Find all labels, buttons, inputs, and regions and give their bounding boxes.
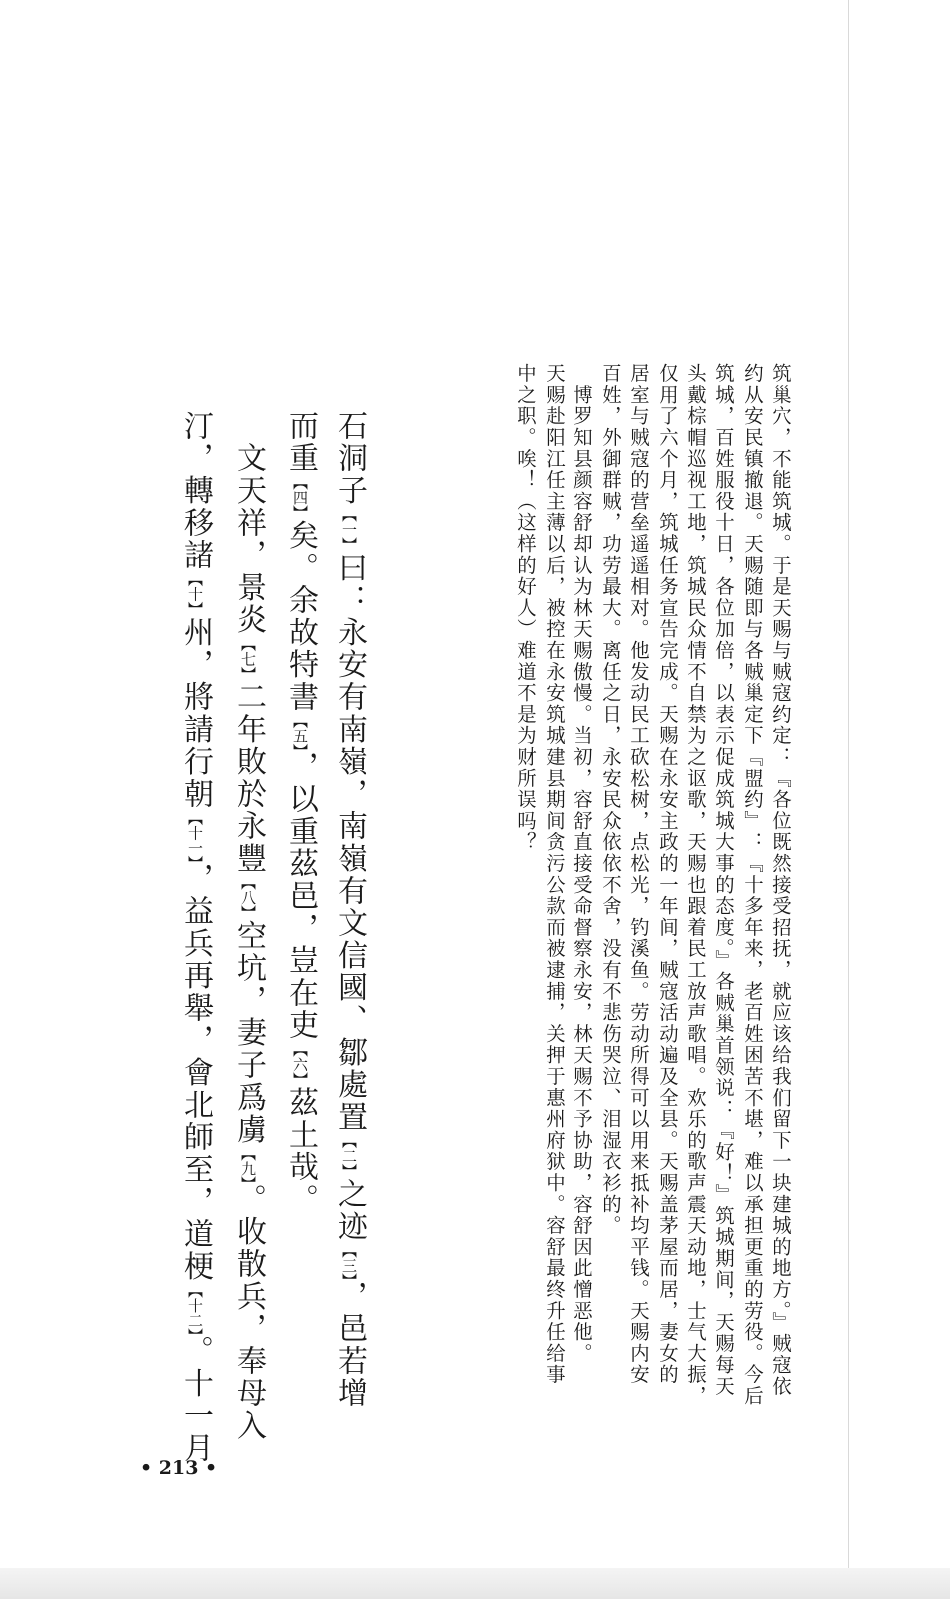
translation-line: 中之职。唉！（这样的好人）难道不是为财所误吗？ <box>514 363 537 853</box>
footnote-marker: 【三】 <box>340 1242 358 1281</box>
classical-line <box>280 410 320 1475</box>
translation-line: 居室与贼寇的营垒遥遥相对。他发动民工砍松树，点松光，钓溪鱼。劳动所得可以用来抵补均平钱。天赐内安 <box>627 363 650 1386</box>
footnote-marker: 【九】 <box>239 1146 257 1184</box>
translation-line: 筑城，百姓服役十日，各位加倍，以表示促成筑城大事的态度。』各贼巢首领说：『好！』筑城期间，天赐每天 <box>712 363 735 1397</box>
footnote-marker: 【五】 <box>291 713 309 751</box>
classical-segment: ，益兵再舉，會北師至，道梗 <box>178 862 213 1283</box>
classical-segment: ，以重茲邑，豈在吏 <box>283 750 318 1042</box>
translation-line: 百姓，外御群贼，功劳最大。离任之日，永安民众依依不舍，没有不悲伤哭泣、泪湿衣衫的。 <box>599 363 622 1237</box>
footnote-marker: 【十一】 <box>186 810 204 863</box>
page-number: • 213 • <box>140 1457 218 1479</box>
footnote-marker: 【六】 <box>291 1041 309 1087</box>
classical-segment: 。收散兵，奉母入 <box>231 1183 266 1442</box>
classical-line <box>175 410 215 1475</box>
translation-line: 博罗知县颜容舒却认为林天赐傲慢。当初，容舒直接受命督察永安，林天赐不予协助，容舒因此憎恶他。 <box>570 363 593 1365</box>
classical-segment: 之迹 <box>332 1178 367 1243</box>
page-edge <box>848 0 849 1599</box>
classical-segment: 空坑，妻子爲虜 <box>231 919 266 1147</box>
footnote-marker: 【一】 <box>340 506 358 552</box>
page-bottom-margin <box>0 1568 950 1599</box>
classical-segment: 而重 <box>283 410 318 475</box>
classical-segment: 石洞子 <box>332 410 367 507</box>
footnote-marker: 【二】 <box>340 1133 358 1179</box>
classical-segment: 矣。余故特書 <box>283 519 318 714</box>
classical-segment: 二年敗於永豐 <box>231 681 266 875</box>
classical-segment: 曰：永安有南嶺，南嶺有文信國、鄒處置 <box>332 551 367 1134</box>
footnote-marker: 【七】 <box>239 636 257 682</box>
footnote-marker: 【十】 <box>186 571 204 617</box>
translation-line: 天赐赴阳江任主薄以后，被控在永安筑城建县期间贪污公款而被逮捕，关押于惠州府狱中。容舒最终升任给事 <box>543 363 566 1386</box>
classical-line <box>329 410 369 1475</box>
translation-line: 仅用了六个月，筑城任务宣告完成。天赐在永安主政的一年间，贼寇活动遍及全县。天赐盖茅屋而居，妻女的 <box>656 363 679 1386</box>
translation-line: 头戴棕帽巡视工地，筑城民众情不自禁为之讴歌，天赐也跟着民工放声歌唱。欢乐的歌声震天动地，士气大振， <box>684 363 707 1407</box>
classical-segment: 州，將請行朝 <box>178 616 213 811</box>
classical-segment: 汀，轉移諸 <box>178 410 213 572</box>
classical-segment: ，邑若增 <box>332 1280 367 1410</box>
translation-line: 筑巢穴，不能筑城。于是天赐与贼寇约定：『各位既然接受招抚，就应该给我们留下一块建城的地方。』贼寇依 <box>769 363 792 1397</box>
footnote-marker: 【八】 <box>239 874 257 920</box>
classical-segment: 。十一月 <box>178 1335 213 1465</box>
translation-line: 约从安民镇撤退。天赐随即与各贼巢定下『盟约』：『十多年来，老百姓困苦不堪，难以承担更重的劳役。今后 <box>741 363 764 1407</box>
classical-segment: 茲土哉。 <box>283 1086 318 1216</box>
classical-line <box>228 410 268 1475</box>
classical-segment: 文天祥，景炎 <box>231 410 266 637</box>
footnote-marker: 【十二】 <box>186 1282 204 1336</box>
footnote-marker: 【四】 <box>291 474 309 520</box>
